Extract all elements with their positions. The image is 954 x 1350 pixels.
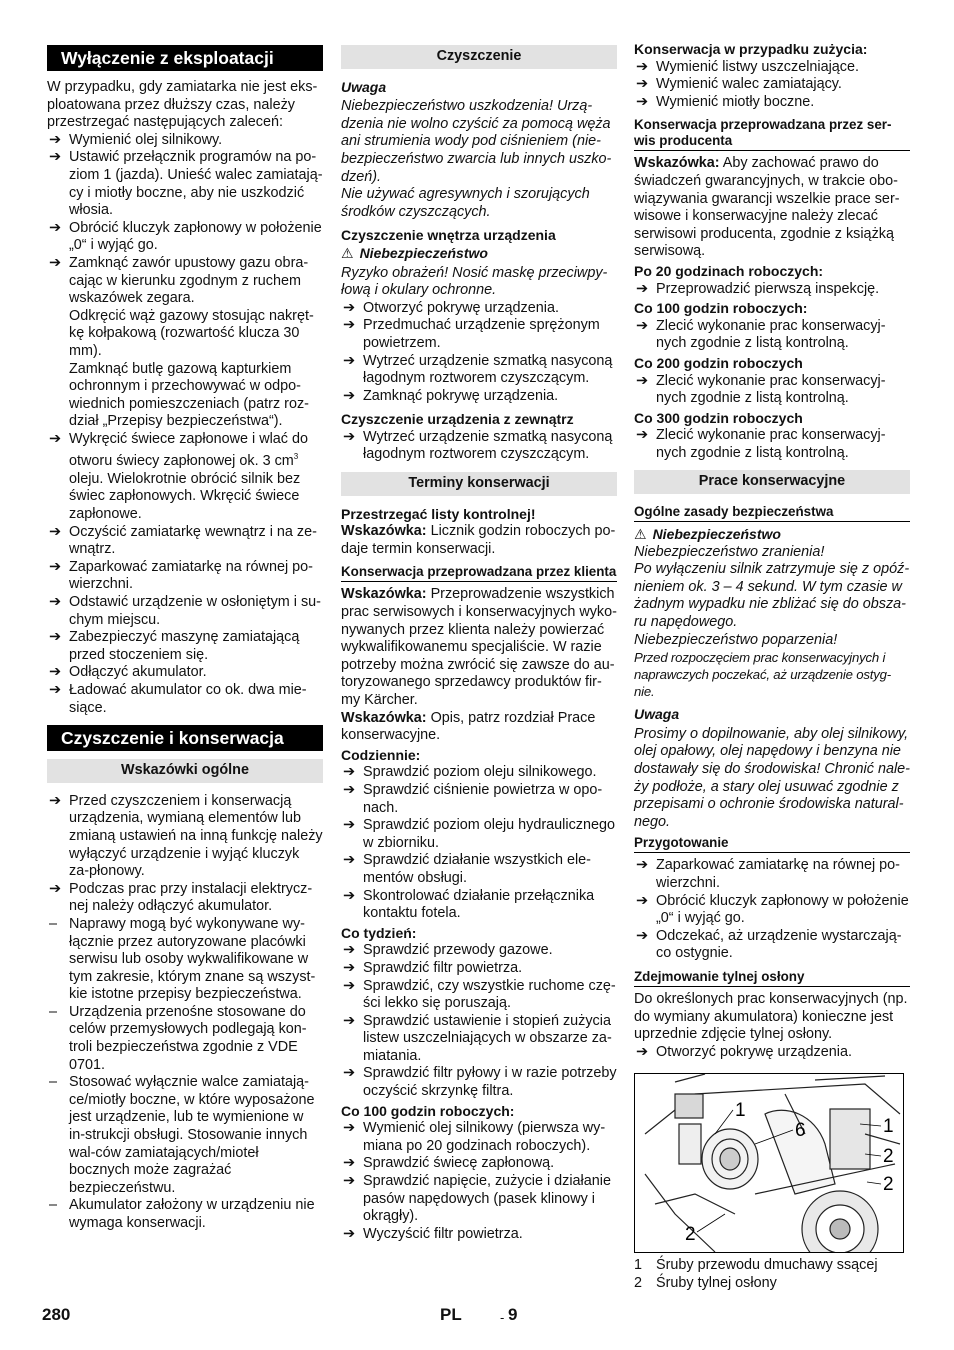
spark-superscript: 3 <box>293 452 299 462</box>
callout-1b: 1 <box>883 1116 894 1138</box>
h100-head: Co 100 godzin roboczych: <box>634 300 808 317</box>
inside-cleaning-head: Czyszczenie wnętrza urządzenia <box>341 227 556 244</box>
list-item <box>634 857 910 892</box>
sub-page-number: 9 <box>508 1305 518 1324</box>
list-item-text: Otworzyć pokrywę urządzenia. <box>656 1043 852 1060</box>
checklist-note: Przestrzegać listy kontrolnej! <box>341 505 536 522</box>
arrow-icon: ➔ <box>636 280 649 297</box>
list-item-text: Przedmuchać urządzenie sprężonym powietrzem. <box>363 317 600 351</box>
column-middle <box>341 45 617 1243</box>
h20-head: Po 20 godzinach roboczych: <box>634 262 824 279</box>
list-item <box>341 300 617 318</box>
arrow-icon: ➔ <box>343 852 356 869</box>
list-item-text: Zaparkować zamiatarkę na równej po-wierzchni. <box>656 857 900 891</box>
list-item-text: Oczyścić zamiatarkę wewnątrz i na ze-wnątrz. <box>69 523 317 558</box>
outside-cleaning-list <box>341 429 617 464</box>
rear-cover-figure <box>634 1073 904 1253</box>
list-item <box>341 817 617 852</box>
producer-hint <box>634 155 910 261</box>
list-item <box>341 1120 617 1155</box>
arrow-icon: ➔ <box>49 594 62 611</box>
dash-marker: – <box>49 915 58 932</box>
dash-marker: – <box>49 1074 58 1091</box>
note-label: Uwaga <box>341 78 387 95</box>
list-item-text: Wytrzeć urządzenie szmatką nasyconą łagodnym roztworem czyszczącym. <box>363 352 613 387</box>
arrow-icon: ➔ <box>343 1120 356 1137</box>
list-item <box>341 764 617 782</box>
page-number: 280 <box>42 1305 71 1324</box>
wear-head: Konserwacja w przypadku zużycia: <box>634 41 868 57</box>
note-text-1: Niebezpieczeństwo uszkodzenia! Urzą-dzenia nie wolno czyścić za pomocą węża ani strumienia wody pod ciśnieniem (nie-bezpieczeństwo zwarcia lub innych uszko-dzeń). <box>341 98 612 185</box>
arrow-icon: ➔ <box>343 942 356 959</box>
list-item <box>634 94 910 112</box>
list-item-text: Wymienić listwy uszczelniające. <box>656 58 859 75</box>
list-item-text: Obrócić kluczyk zapłonowy w położenie „0“ i wyjąć go. <box>656 892 909 927</box>
arrow-icon: ➔ <box>49 558 62 575</box>
arrow-icon: ➔ <box>49 664 62 681</box>
section-title-decommission: Wyłączenie z eksploatacji <box>47 45 323 71</box>
list-item-text: Zlecić wykonanie prac konserwacyj-nych zgodnie z listą kontrolną. <box>656 427 886 461</box>
list-item <box>634 59 910 77</box>
list-item <box>341 942 617 960</box>
arrow-icon: ➔ <box>49 523 62 540</box>
list-item-text: Sprawdzić filtr powietrza. <box>363 959 523 976</box>
list-item-text: Odczekać, aż urządzenie wystarczają-co ostygnie. <box>656 927 902 962</box>
spark-text-b: oleju. Wielokrotnie obrócić silnik bez świec zapłonowych. Wkręcić świece zapłonowe. <box>69 470 301 523</box>
subsection-maintenance-works: Prace konserwacyjne <box>634 470 910 494</box>
list-item <box>47 682 323 717</box>
arrow-icon: ➔ <box>636 372 649 389</box>
callout-2b: 2 <box>883 1174 894 1196</box>
general-arrow-list <box>47 793 323 916</box>
outside-cleaning-head: Czyszczenie urządzenia z zewnątrz <box>341 411 574 428</box>
list-item-text: Sprawdzić filtr pyłowy i w razie potrzeby oczyścić skrzynkę filtra. <box>363 1065 617 1100</box>
list-item-text: Odłączyć akumulator. <box>69 664 207 681</box>
list-item <box>341 1173 617 1226</box>
arrow-icon: ➔ <box>343 299 356 316</box>
list-item-text: Przeprowadzić pierwszą inspekcję. <box>656 280 880 297</box>
list-item-text: Sprawdzić poziom oleju hydraulicznego w zbiorniku. <box>363 817 615 851</box>
h100-list <box>341 1120 617 1243</box>
hint-text: Opis, patrz rozdział Prace konserwacyjne. <box>341 709 596 744</box>
list-item <box>341 1155 617 1173</box>
list-item-text: Zabezpieczyć maszynę zamiatającą przed stoczeniem się. <box>69 629 300 663</box>
weekly-list <box>341 942 617 1100</box>
list-item <box>47 559 323 594</box>
arrow-icon: ➔ <box>636 317 649 334</box>
producer-maintenance-head: Konserwacja przeprowadzana przez ser-wis producenta <box>634 117 910 151</box>
language-code: PL <box>440 1305 462 1324</box>
list-item <box>634 373 910 408</box>
list-item-text: Sprawdzić poziom oleju silnikowego. <box>363 764 597 781</box>
callout-2c: 2 <box>685 1224 696 1246</box>
daily-head: Codziennie: <box>341 746 421 763</box>
list-item <box>341 960 617 978</box>
list-item <box>47 524 323 559</box>
list-item <box>341 888 617 923</box>
list-item <box>47 793 323 881</box>
danger-label <box>634 526 910 544</box>
list-item-text: Sprawdzić ciśnienie powietrza w opo-nach. <box>363 781 603 816</box>
arrow-icon: ➔ <box>343 1225 356 1242</box>
arrow-icon: ➔ <box>49 880 62 897</box>
list-item <box>341 782 617 817</box>
list-item <box>634 318 910 353</box>
list-item-text: Akumulator założony w urządzeniu nie wymaga konserwacji. <box>69 1197 315 1232</box>
list-item <box>47 255 323 308</box>
arrow-icon: ➔ <box>636 857 649 874</box>
machine-illustration <box>635 1074 903 1252</box>
inside-cleaning-list <box>341 300 617 406</box>
h300-head: Co 300 godzin roboczych <box>634 409 803 426</box>
list-item-text: Ładować akumulator co ok. dwa mie-siące. <box>69 681 307 716</box>
subsection-general-notes: Wskazówki ogólne <box>47 759 323 783</box>
arrow-icon: ➔ <box>49 219 62 236</box>
weekly-head: Co tydzień: <box>341 924 417 941</box>
list-item <box>47 916 323 1004</box>
list-item <box>341 1065 617 1100</box>
hint-label: Wskazówka: <box>341 523 427 540</box>
danger-line: Niebezpieczeństwo zranienia! <box>634 543 825 560</box>
list-item <box>47 1004 323 1074</box>
arrow-icon: ➔ <box>49 792 62 809</box>
callout-6: 6 <box>795 1120 806 1142</box>
h200-list <box>634 373 910 408</box>
list-item <box>47 132 323 150</box>
list-item-text: Odstawić urządzenie w osłoniętym i su-chym miejscu. <box>69 594 321 628</box>
list-item <box>341 852 617 887</box>
arrow-icon: ➔ <box>49 681 62 698</box>
arrow-icon: ➔ <box>343 817 356 834</box>
list-item-text: Sprawdzić przewody gazowe. <box>363 942 553 959</box>
legend-text: Śruby tylnej osłony <box>656 1274 777 1291</box>
legend-number: 1 <box>634 1257 643 1274</box>
list-item <box>341 429 617 464</box>
list-item-text: Sprawdzić ustawienie i stopień zużycia listew uszczelniających w obszarze za-miatania. <box>363 1012 612 1064</box>
note-label: Uwaga <box>634 706 680 723</box>
cover-head: Zdejmowanie tylnej osłony <box>634 969 910 987</box>
arrow-icon: ➔ <box>636 76 649 93</box>
arrow-icon: ➔ <box>343 781 356 798</box>
list-item-text: Sprawdzić działanie wszystkich ele-mentów obsługi. <box>363 852 591 886</box>
arrow-icon: ➔ <box>49 254 62 271</box>
list-item-text: Urządzenia przenośne stosowane do celów przemysłowych podlegają kon-troli bezpieczeństwa zgodnie z VDE 0701. <box>69 1003 307 1073</box>
general-dash-list <box>47 916 323 1233</box>
decommission-list <box>47 132 323 308</box>
list-item-text: Przed czyszczeniem i konserwacją urządzenia, wymianą elementów lub zmianą ustawień na inną funkcję należy wyłączyć urządzenie i wyjąć kluczyk za-płonowy. <box>69 792 323 880</box>
list-item <box>341 388 617 406</box>
prep-list <box>634 857 910 963</box>
hint-text: Aby zachować prawo do świadczeń gwarancyjnych, w trakcie obo-wiązywania gwarancji wszelkie prace ser-wisowe i konserwacyjne należy zlecać serwisowi producenta, zgodnie z książką serwisową. <box>634 155 900 260</box>
hint-text: Przeprowadzenie wszystkich prac serwisowych i konserwacyjnych wyko-nywanych przez klienta należy powierzać wykwalifikowanemu specjaliście. W razie potrzeby można zwrócić się zawsze do au-toryzowanego sprzedawcy produktów fir-my Kärcher. <box>341 586 617 708</box>
danger-small-text: Przed rozpoczęciem prac konserwacyjnych i naprawczych poczekać, aż urządzenie ostyg-nie. <box>634 650 891 700</box>
arrow-icon: ➔ <box>343 1065 356 1082</box>
arrow-icon: ➔ <box>343 1155 356 1172</box>
decommission-list-spark <box>47 431 323 524</box>
list-item-text: Obrócić kluczyk zapłonowy w położenie „0“ i wyjąć go. <box>69 219 322 254</box>
list-item-text: Podczas prac przy instalacji elektrycz-nej należy odłączyć akumulator. <box>69 880 313 915</box>
decommission-intro: W przypadku, gdy zamiatarka nie jest eks-ploatowana przez dłuższy czas, należy przestrzegać następujących zaleceń: <box>47 79 318 131</box>
list-item <box>341 978 617 1013</box>
decommission-list-2 <box>47 524 323 718</box>
list-item-text: Wymienić walec zamiatający. <box>656 76 842 93</box>
list-item-text: Wymienić olej silnikowy (pierwsza wy-miana po 20 godzinach roboczych). <box>363 1120 606 1154</box>
arrow-icon: ➔ <box>343 1173 356 1190</box>
h300-list <box>634 427 910 462</box>
hint-label: Wskazówka: <box>341 586 427 603</box>
list-item-text: Wytrzeć urządzenie szmatką nasyconą łagodnym roztworem czyszczącym. <box>363 428 613 463</box>
list-item <box>47 220 323 255</box>
hint-label: Wskazówka: <box>634 155 720 172</box>
customer-hint <box>341 586 617 709</box>
footer-separator: - <box>500 1310 505 1325</box>
list-item <box>341 317 617 352</box>
list-item-text: Wyczyścić filtr powietrza. <box>363 1225 523 1242</box>
arrow-icon: ➔ <box>343 764 356 781</box>
list-item-text: Ustawić przełącznik programów na po-ziom 1 (jazda). Unieść walec zamiatają-cy i miotły boczne, aby nie uszkodzić włosia. <box>69 149 323 219</box>
subsection-cleaning: Czyszczenie <box>341 45 617 69</box>
arrow-icon: ➔ <box>49 131 62 148</box>
legend-text: Śruby przewodu dmuchawy ssącej <box>656 1257 878 1274</box>
danger-label <box>341 245 617 263</box>
decommission-cont-1: Odkręcić wąż gazowy stosując nakręt-kę kołpakową (rozwartość klucza 30 mm). <box>69 307 314 359</box>
h100-list <box>634 318 910 353</box>
arrow-icon: ➔ <box>343 428 356 445</box>
danger-label-text: Niebezpieczeństwo <box>359 244 488 261</box>
list-item <box>47 149 323 219</box>
list-item <box>634 1044 910 1062</box>
list-item-text: Zlecić wykonanie prac konserwacyj-nych zgodnie z listą kontrolną. <box>656 372 886 407</box>
danger-line: Po wyłączeniu silnik zatrzymuje się z opóź-nieniem ok. 3 – 4 sekund. W tym czasie w żadnym wypadku nie zbliżać się do obsza-ru napędowego. <box>634 561 910 631</box>
arrow-icon: ➔ <box>636 927 649 944</box>
hint-label: Wskazówka: <box>341 709 427 726</box>
list-item <box>47 431 323 524</box>
list-item-text: Wymienić olej silnikowy. <box>69 131 223 148</box>
list-item <box>341 1226 617 1244</box>
arrow-icon: ➔ <box>343 959 356 976</box>
list-item <box>47 1197 323 1232</box>
h200-head: Co 200 godzin roboczych <box>634 354 803 371</box>
list-item <box>47 629 323 664</box>
legend-row <box>634 1257 910 1275</box>
arrow-icon: ➔ <box>343 352 356 369</box>
arrow-icon: ➔ <box>636 1043 649 1060</box>
list-item-text: Sprawdzić, czy wszystkie ruchome czę-ści lekko się poruszają. <box>363 977 616 1012</box>
list-item-text: Zlecić wykonanie prac konserwacyj-nych zgodnie z listą kontrolną. <box>656 317 886 352</box>
arrow-icon: ➔ <box>49 430 62 447</box>
dash-marker: – <box>49 1003 58 1020</box>
danger-text: Ryzyko obrażeń! Nosić maskę przeciwpy-łową i okulary ochronne. <box>341 264 608 299</box>
list-item-text: Sprawdzić napięcie, zużycie i działanie pasów napędowych (pasek klinowy i okrągły). <box>363 1173 611 1225</box>
cover-list <box>634 1044 910 1062</box>
danger-line: Niebezpieczeństwo poparzenia! <box>634 631 838 648</box>
arrow-icon: ➔ <box>636 427 649 444</box>
list-item-text: Zamknąć pokrywę urządzenia. <box>363 387 559 404</box>
legend-row <box>634 1275 910 1293</box>
danger-lines <box>634 544 910 650</box>
h100-head: Co 100 godzin roboczych: <box>341 1102 515 1119</box>
cover-text: Do określonych prac konserwacyjnych (np. do wymiany akumulatora) konieczne jest uprzednie zdjęcie tylnej osłony. <box>634 990 908 1043</box>
decommission-cont-2: Zamknąć butlę gazową kapturkiem ochronnym i przechowywać w odpo-wiednich pomieszczeniach (patrz roz-dział „Przepisy bezpieczeństwa“). <box>69 360 309 430</box>
danger-label-text: Niebezpieczeństwo <box>652 526 781 543</box>
callout-1a: 1 <box>735 1100 746 1122</box>
list-item-text: Naprawy mogą być wykonywane wy-łącznie przez autoryzowane placówki serwisu lub osoby wykwalifikowane w tym zakresie, którym znane są wszyst-kie istotne przepisy bezpieczeństwa. <box>69 915 316 1003</box>
warning-triangle-icon: ⚠ <box>634 526 647 543</box>
subsection-maintenance-terms: Terminy konserwacji <box>341 472 617 496</box>
hint-counter <box>341 523 617 558</box>
section-title-cleaning-maintenance: Czyszczenie i konserwacja <box>47 725 323 751</box>
arrow-icon: ➔ <box>343 1012 356 1029</box>
customer-maintenance-head: Konserwacja przeprowadzana przez klienta <box>341 564 617 582</box>
column-right <box>634 41 910 1293</box>
list-item <box>47 664 323 682</box>
arrow-icon: ➔ <box>343 977 356 994</box>
legend-number: 2 <box>634 1274 643 1291</box>
note-text: Prosimy o dopilnowanie, aby olej silnikowy, olej opałowy, olej napędowy i benzyna nie dostawały się do środowiska! Chronić nale-ży podłoże, a stary olej usuwać zgodnie z przepisami o ochronie środowiska natural-nego. <box>634 725 910 830</box>
callout-2a: 2 <box>883 1146 894 1168</box>
note-text-2: Nie używać agresywnych i szorujących środków czyszczących. <box>341 186 590 220</box>
column-left <box>47 45 323 1233</box>
list-item <box>634 76 910 94</box>
list-item <box>341 353 617 388</box>
list-item <box>634 427 910 462</box>
list-item <box>47 1074 323 1197</box>
list-item <box>47 594 323 629</box>
list-item-text: Sprawdzić świecę zapłonową. <box>363 1155 555 1172</box>
prep-head: Przygotowanie <box>634 835 910 853</box>
wear-list <box>634 59 910 112</box>
h20-list <box>634 281 910 299</box>
dash-marker: – <box>49 1197 58 1214</box>
arrow-icon: ➔ <box>343 887 356 904</box>
warning-triangle-icon: ⚠ <box>341 244 354 261</box>
list-item-text: Wymienić miotły boczne. <box>656 93 815 110</box>
list-item <box>634 281 910 299</box>
list-item <box>47 881 323 916</box>
list-item-text: Stosować wyłącznie walce zamiatają-ce/miotły boczne, w które wyposażone jest urządzenie, lub te wymienione w in-strukcji obsługi. Stosowanie innych wal-ców zamiatających/mioteł bocznych może zagrażać bezpieczeństwu. <box>69 1074 315 1196</box>
hint-text: Licznik godzin roboczych po-daje termin konserwacji. <box>341 523 616 557</box>
list-item <box>341 1013 617 1066</box>
customer-hint-2 <box>341 710 617 745</box>
figure-legend <box>634 1257 910 1292</box>
list-item <box>634 893 910 928</box>
arrow-icon: ➔ <box>343 387 356 404</box>
spark-text-a: Wykręcić świece zapłonowe i wlać do otworu świecy zapłonowej ok. 3 cm <box>69 430 309 470</box>
list-item-text: Zaparkować zamiatarkę na równej po-wierzchni. <box>69 558 313 593</box>
list-item-text: Zamknąć zawór upustowy gazu obra-cając w kierunku zgodnym z ruchem wskazówek zegara. <box>69 254 309 307</box>
list-item-text: Otworzyć pokrywę urządzenia. <box>363 299 559 316</box>
list-item-text: Skontrolować działanie przełącznika kontaktu fotela. <box>363 887 595 922</box>
daily-list <box>341 764 617 922</box>
arrow-icon: ➔ <box>49 629 62 646</box>
arrow-icon: ➔ <box>636 58 649 75</box>
arrow-icon: ➔ <box>636 93 649 110</box>
arrow-icon: ➔ <box>49 149 62 166</box>
arrow-icon: ➔ <box>343 317 356 334</box>
list-item <box>634 928 910 963</box>
arrow-icon: ➔ <box>636 892 649 909</box>
safety-head: Ogólne zasady bezpieczeństwa <box>634 504 910 522</box>
